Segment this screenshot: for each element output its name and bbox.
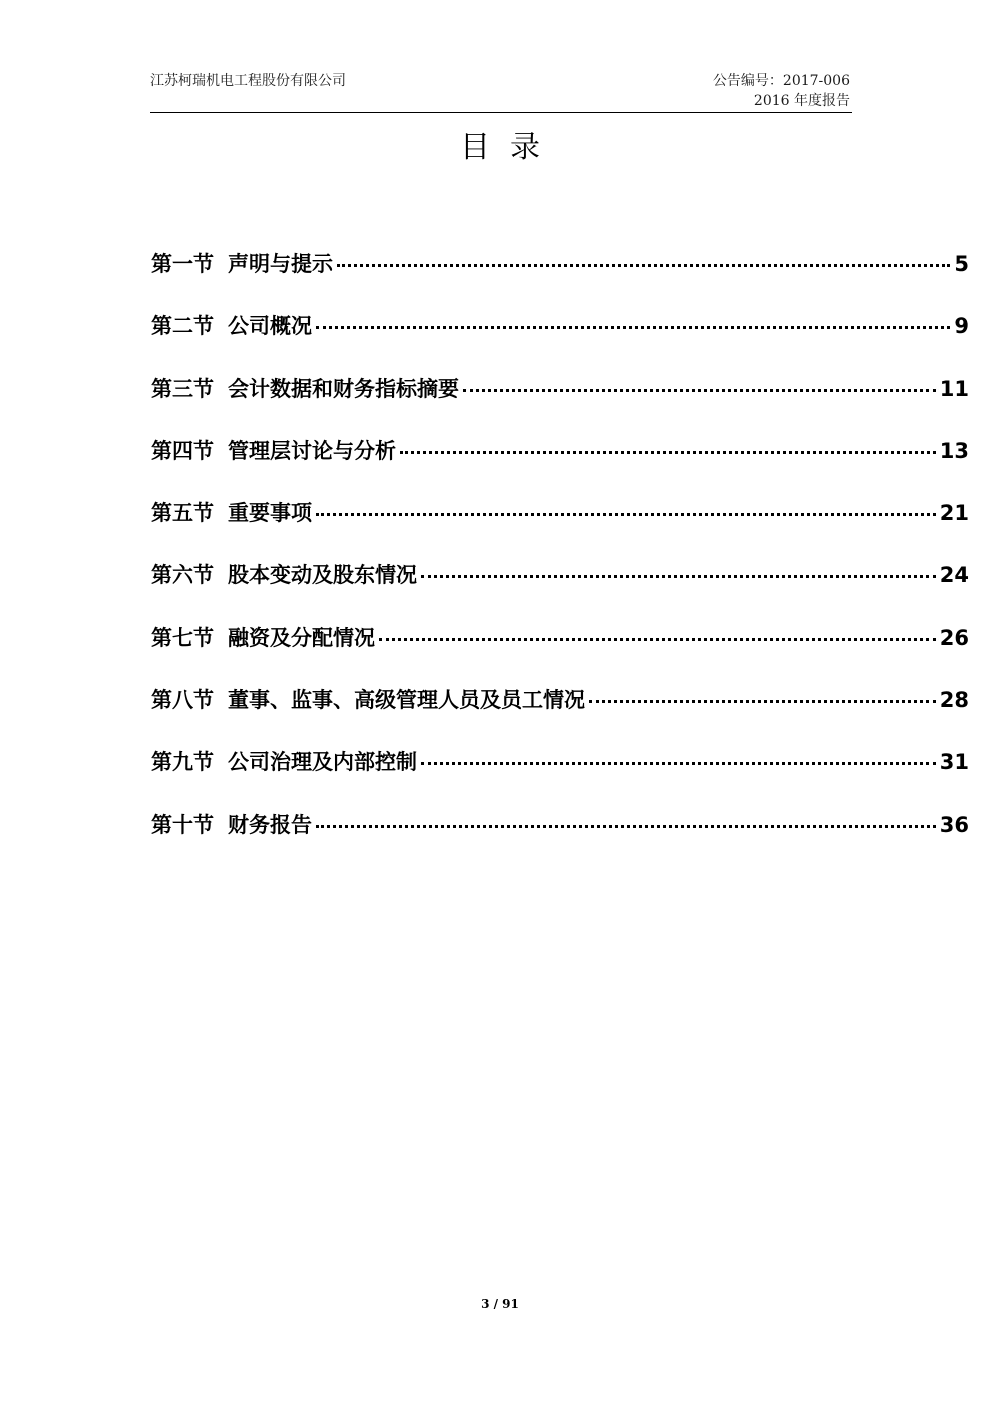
toc-page-number: 21 [939,501,969,526]
toc-entry[interactable] [151,618,969,680]
toc-entry[interactable] [151,555,969,617]
toc-title: 目录 [460,130,560,165]
report-name: 2016 年度报告 [753,93,850,109]
toc-section-title: 重要事项 [228,501,312,526]
toc-section-number: 第六节 [151,563,214,588]
toc-entry[interactable] [151,431,969,493]
toc-dot-leader [421,762,936,765]
toc-dot-leader [400,451,936,454]
toc-dot-leader [316,825,936,828]
toc-section-title: 声明与提示 [228,252,333,276]
toc-section-title: 公司治理及内部控制 [228,750,417,775]
toc-page-number: 13 [939,438,969,463]
toc-page-number: 28 [939,688,969,713]
toc-section-number: 第二节 [151,314,214,339]
toc-section-title: 会计数据和财务指标摘要 [228,376,459,401]
toc-section-number: 第三节 [151,376,214,401]
toc-section-number: 第五节 [151,501,214,526]
header-meta [713,71,850,111]
toc-section-number: 第七节 [151,625,214,650]
toc-dot-leader [316,326,950,329]
toc-entry[interactable] [151,244,969,306]
toc-entry[interactable] [151,680,969,742]
toc-dot-leader [379,638,936,641]
toc-entry[interactable] [151,493,969,555]
notice-number: 公告编号：2017-006 [712,73,850,89]
toc-entry[interactable] [151,369,969,431]
toc-page-number: 36 [939,812,969,837]
toc-section-title: 公司概况 [228,314,312,339]
toc-page-number: 31 [939,750,969,775]
toc-entry[interactable] [151,805,969,867]
toc-dot-leader [589,700,936,703]
toc-page-number: 5 [954,252,969,276]
toc-dot-leader [337,264,950,267]
toc-section-title: 管理层讨论与分析 [228,438,396,463]
toc-section-title: 董事、监事、高级管理人员及员工情况 [228,688,585,713]
toc-dot-leader [463,389,936,392]
toc-section-title: 股本变动及股东情况 [228,563,417,588]
page-indicator: 3 / 91 [481,1297,519,1311]
toc-section-number: 第九节 [151,750,214,775]
toc-section-number: 第一节 [151,252,214,276]
toc-section-title: 财务报告 [228,812,312,837]
toc-section-title: 融资及分配情况 [228,625,375,650]
toc-section-number: 第四节 [151,438,214,463]
company-name: 江苏柯瑞机电工程股份有限公司 [150,73,346,89]
toc-page-number: 26 [939,625,969,650]
toc-list [151,244,969,867]
toc-page-number: 11 [939,376,969,401]
toc-entry[interactable] [151,306,969,368]
toc-entry[interactable] [151,742,969,804]
toc-section-number: 第八节 [151,688,214,713]
header-divider [150,112,852,113]
toc-dot-leader [421,575,936,578]
toc-section-number: 第十节 [151,812,214,837]
toc-page-number: 9 [954,314,969,339]
toc-page-number: 24 [939,563,969,588]
toc-dot-leader [316,513,936,516]
